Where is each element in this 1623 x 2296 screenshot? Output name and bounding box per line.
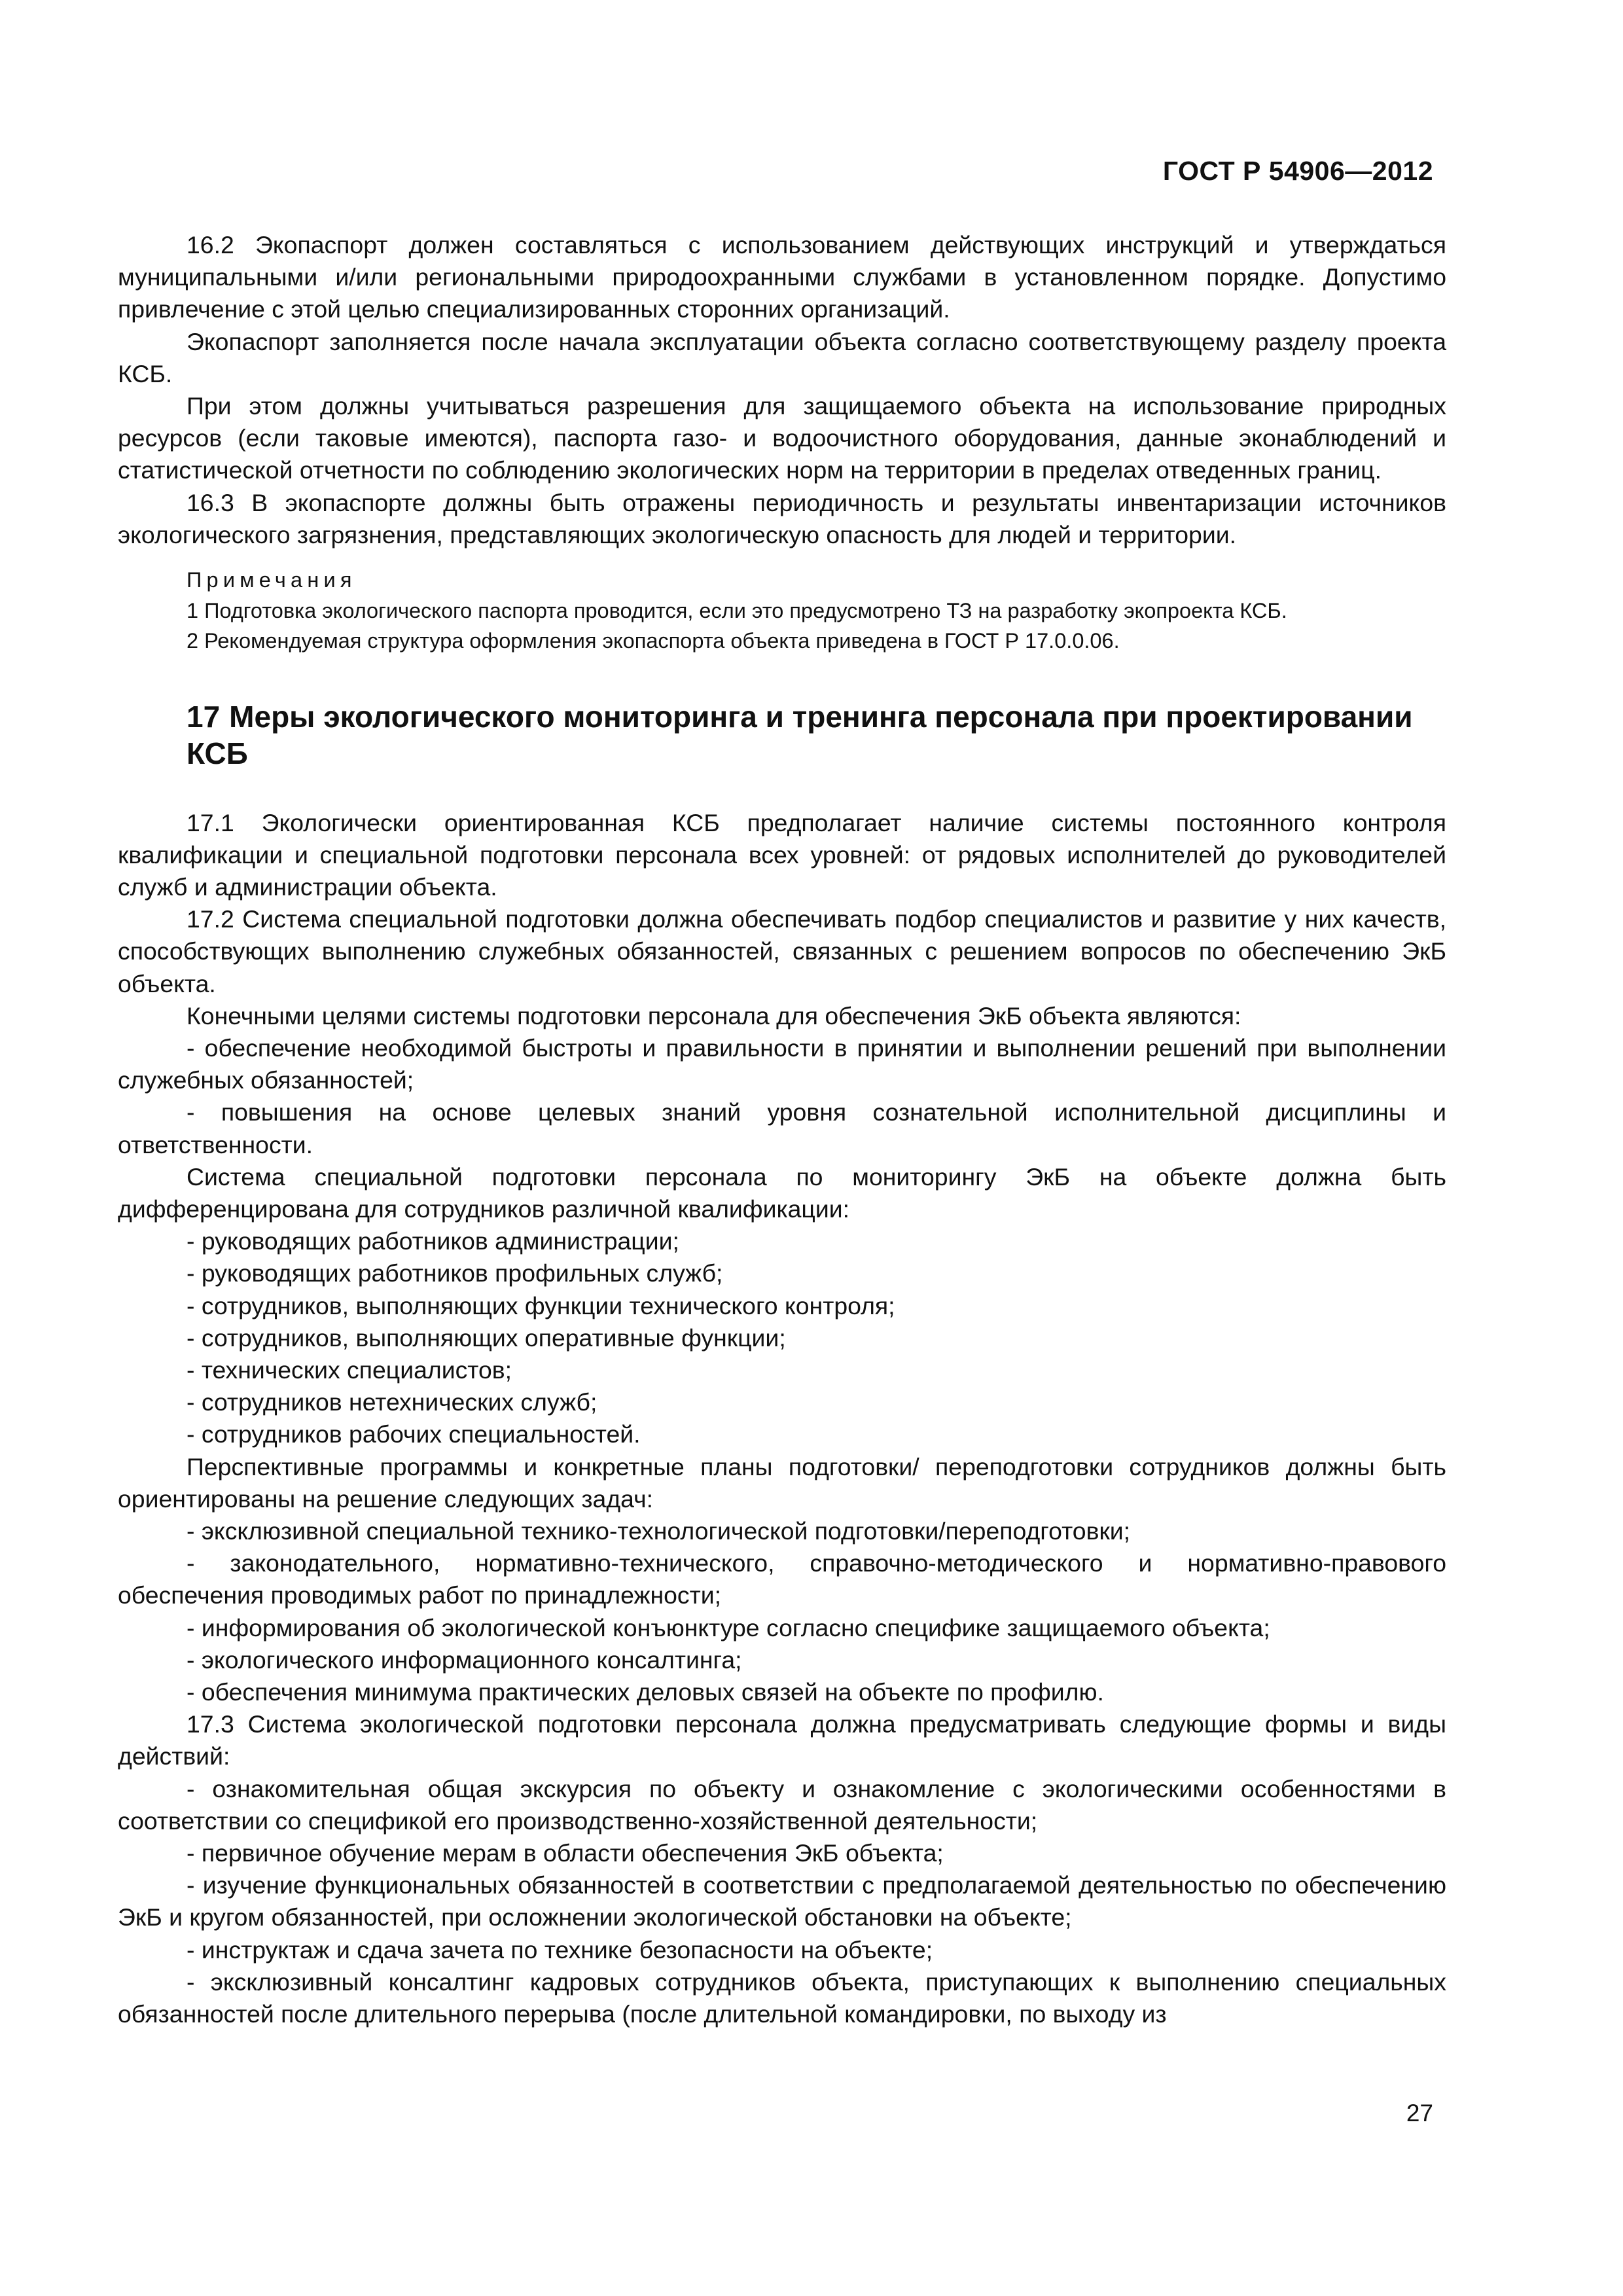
page-number: 27 [1406, 2100, 1433, 2126]
section-heading [118, 698, 1446, 772]
paragraph-17-2: 17.2 Система специальной подготовки должна обеспечивать подбор специалистов и развитие у них качеств, способствующих выполнению служебных обязанностей, связанных с решением вопросов по обеспечению ЭкБ объекта. [118, 905, 1446, 997]
list-item: - руководящих работников профильных служб; [187, 1259, 723, 1287]
note-item: 2 Рекомендуемая структура оформления экопаспорта объекта приведена в ГОСТ Р 17.0.0.06. [187, 629, 1120, 653]
list-item: - ознакомительная общая экскурсия по объекту и ознакомление с экологическими особенностями в соответствии со спецификой его производственно-хозяйственной деятельности; [118, 1774, 1446, 1835]
paragraph: Конечными целями системы подготовки персонала для обеспечения ЭкБ объекта являются: [187, 1001, 1241, 1030]
list-item: - инструктаж и сдача зачета по технике безопасности на объекте; [187, 1935, 933, 1964]
section-number: 17 [187, 699, 221, 734]
list-item: - обеспечения минимума практических деловых связей на объекте по профилю. [187, 1678, 1104, 1706]
list-item: - законодательного, нормативно-технического, справочно-методического и нормативно-правового обеспечения проводимых работ по принадлежности; [118, 1549, 1446, 1609]
list-item: - обеспечение необходимой быстроты и правильности в принятии и выполнении решений при выполнении служебных обязанностей; [118, 1033, 1446, 1094]
list-item: - сотрудников, выполняющих функции технического контроля; [187, 1291, 895, 1319]
paragraph-16-3: 16.3 В экопаспорте должны быть отражены периодичность и результаты инвентаризации источников экологического загрязнения, представляющих экологическую опасность для людей и территории. [118, 488, 1446, 548]
paragraph-16-2: 16.2 Экопаспорт должен составляться с использованием действующих инструкций и утверждаться муниципальными и/или региональными природоохранными службами в установленном порядке. Допустимо привлечение с этой целью специализированных сторонних организаций. [118, 231, 1446, 323]
section-title: Меры экологического мониторинга и тренинга персонала при проектировании КСБ [187, 699, 1413, 770]
list-item: - повышения на основе целевых знаний уровня сознательной исполнительной дисциплины и ответственности. [118, 1098, 1446, 1158]
page-content [118, 229, 1446, 2030]
list-item: - эксклюзивный консалтинг кадровых сотрудников объекта, приступающих к выполнению специальных обязанностей после длительного перерыва (после длительной командировки, по выходу из [118, 1967, 1446, 2028]
list-item: - руководящих работников администрации; [187, 1227, 679, 1255]
list-item: - эксклюзивной специальной технико-технологической подготовки/переподготовки; [187, 1517, 1131, 1545]
note-item: 1 Подготовка экологического паспорта проводится, если это предусмотрено ТЗ на разработку экопроекта КСБ. [187, 598, 1287, 622]
paragraph-17-3: 17.3 Система экологической подготовки персонала должна предусматривать следующие формы и виды действий: [118, 1710, 1446, 1770]
notes-title: Примечания [187, 568, 357, 592]
list-item: - сотрудников рабочих специальностей. [187, 1420, 641, 1448]
paragraph: Перспективные программы и конкретные планы подготовки/ переподготовки сотрудников должны быть ориентированы на решение следующих задач: [118, 1452, 1446, 1513]
paragraph: Экопаспорт заполняется после начала эксплуатации объекта согласно соответствующему разделу проекта КСБ. [118, 327, 1446, 387]
list-item: - первичное обучение мерам в области обеспечения ЭкБ объекта; [187, 1839, 944, 1867]
list-item: - изучение функциональных обязанностей в соответствии с предполагаемой деятельностью по обеспечению ЭкБ и кругом обязанностей, при осложнении экологической обстановки на объекте; [118, 1871, 1446, 1931]
paragraph: При этом должны учитываться разрешения для защищаемого объекта на использование природных ресурсов (если таковые имеются), паспорта газо- и водоочистного оборудования, данные эконаблюдений и статистической отчетности по соблюдению экологических норм на территории в пределах отведенных границ. [118, 392, 1446, 484]
list-item: - сотрудников, выполняющих оперативные функции; [187, 1323, 786, 1352]
list-item: - информирования об экологической конъюнктуре согласно специфике защищаемого объекта; [187, 1613, 1270, 1641]
list-item: - технических специалистов; [187, 1355, 512, 1384]
document-code-header: ГОСТ Р 54906—2012 [1162, 156, 1433, 186]
list-item: - сотрудников нетехнических служб; [187, 1388, 597, 1416]
notes-block [118, 565, 1446, 656]
paragraph: Система специальной подготовки персонала по мониторингу ЭкБ на объекте должна быть дифференцирована для сотрудников различной квалификации: [118, 1162, 1446, 1223]
paragraph-17-1: 17.1 Экологически ориентированная КСБ предполагает наличие системы постоянного контроля квалификации и специальной подготовки персонала всех уровней: от рядовых исполнителей до руководителей служб и администрации объекта. [118, 808, 1446, 901]
list-item: - экологического информационного консалтинга; [187, 1645, 742, 1674]
